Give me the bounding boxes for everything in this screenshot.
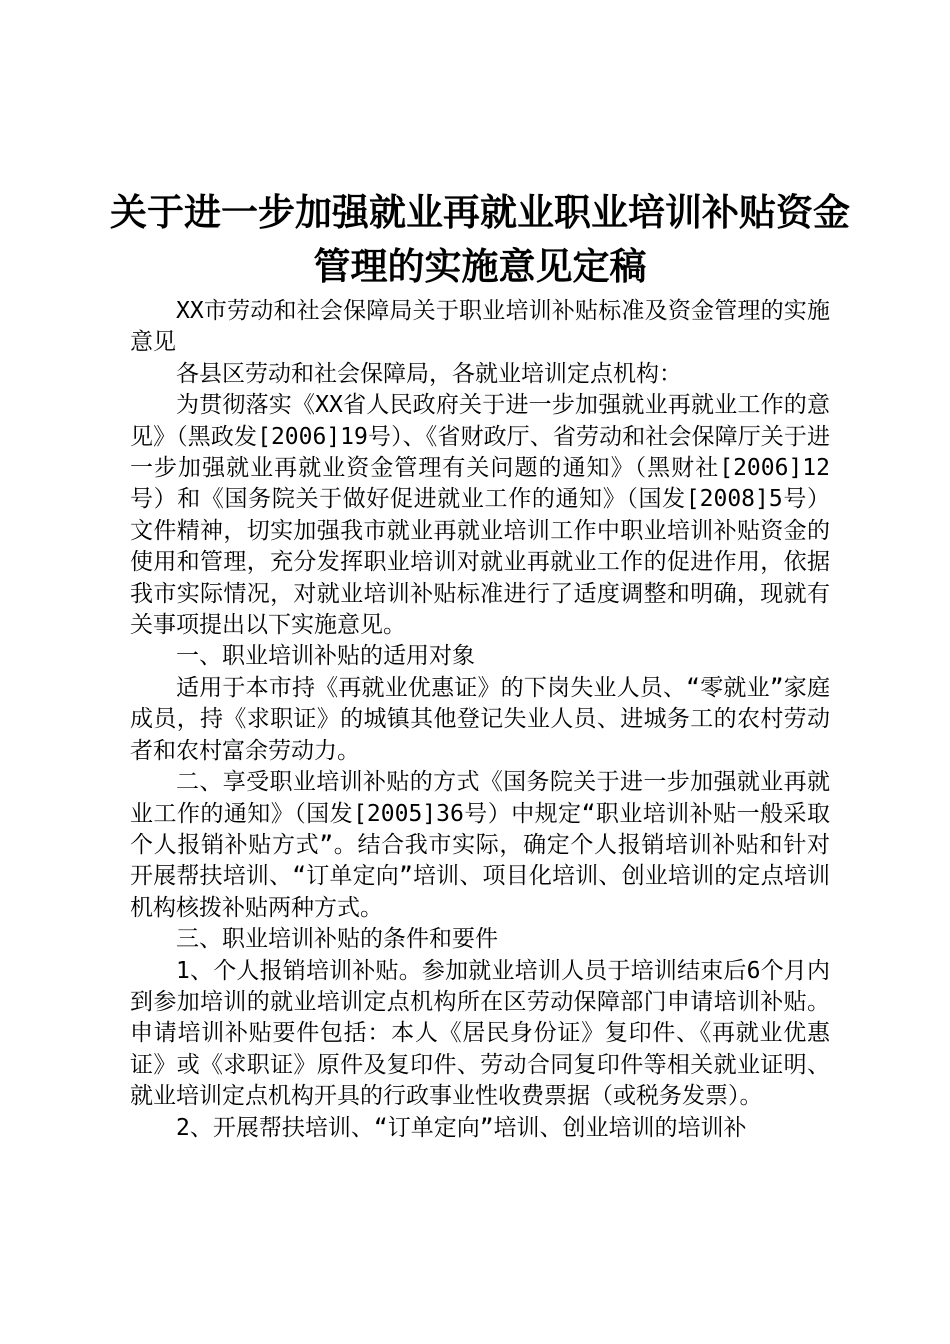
paragraph-item-2: 2、开展帮扶培训、“订单定向”培训、创业培训的培训补 [176, 1114, 747, 1141]
section-heading-3: 三、职业培训补贴的条件和要件 [176, 926, 498, 953]
document-title-line-2: 管理的实施意见定稿 [313, 244, 647, 288]
paragraph-preamble: 为贯彻落实《XX省人民政府关于进一步加强就业再就业工作的意见》（黑政发[2006]19号）、《省财政厅、省劳动和社会保障厅关于进一步加强就业再就业资金管理有关问题的通知》（黑财社[2006]12号）和《国务院关于做好促进就业工作的通知》（国发[2008]5号）文件精神，切实加强我市就业再就业培训工作中职业培训补贴资金的使用和管理，充分发挥职业培训对就业再就业工作的促进作用，依据我市实际情况，对就业培训补贴标准进行了适度调整和明确，现就有关事项提出以下实施意见。 [130, 392, 830, 639]
section-heading-1: 一、职业培训补贴的适用对象 [176, 643, 475, 670]
paragraph-notice-title: XX市劳动和社会保障局关于职业培训补贴标准及资金管理的实施意见 [130, 298, 830, 356]
paragraph-item-1: 1、个人报销培训补贴。参加就业培训人员于培训结束后6个月内到参加培训的就业培训定点机构所在区劳动保障部门申请培训补贴。申请培训补贴要件包括：本人《居民身份证》复印件、《再就业优惠证》或《求职证》原件及复印件、劳动合同复印件等相关就业证明、就业培训定点机构开具的行政事业性收费票据（或税务发票）。 [130, 957, 830, 1110]
section-heading-2: 二、享受职业培训补贴的方式《国务院关于进一步加强就业再就业工作的通知》（国发[2005]36号）中规定“职业培训补贴一般采取个人报销补贴方式”。结合我市实际，确定个人报销培训补贴和针对开展帮扶培训、“订单定向”培训、项目化培训、创业培训的定点培训机构核拨补贴两种方式。 [130, 769, 830, 921]
document-title-line-1: 关于进一步加强就业再就业职业培训补贴资金 [110, 190, 850, 234]
paragraph-section-1: 适用于本市持《再就业优惠证》的下岗失业人员、“零就业”家庭成员，持《求职证》的城镇其他登记失业人员、进城务工的农村劳动者和农村富余劳动力。 [130, 674, 830, 764]
document-body [130, 296, 830, 1144]
paragraph-addressee: 各县区劳动和社会保障局，各就业培训定点机构： [176, 360, 682, 387]
